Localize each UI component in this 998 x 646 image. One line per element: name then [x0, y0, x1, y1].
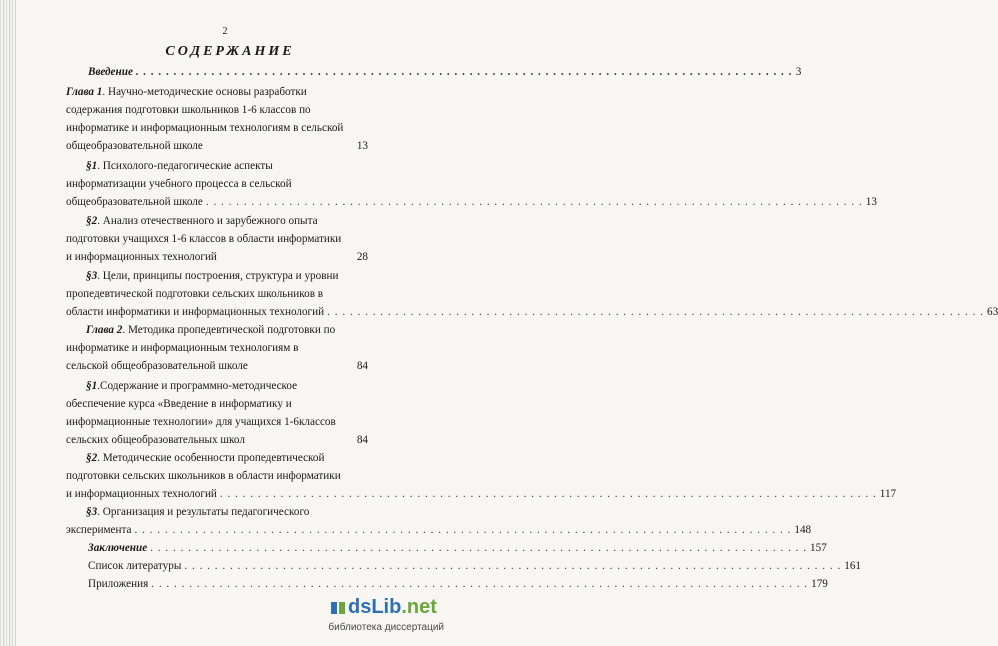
toc-line: информационные технологии» для учащихся 1-6классов [66, 416, 336, 428]
toc-line: и информационных технологий [66, 488, 217, 500]
toc-page-number: 63 [986, 306, 998, 318]
toc-page-number: 3 [795, 66, 802, 78]
toc-entry-appendices[interactable] [88, 576, 828, 592]
toc-line: информатизации учебного процесса в сельской [66, 178, 292, 190]
dot-leader: . . . . . . . . . . . . . . . . . . . . . . . . . . . . . . . . . . . . . . . . . . . . . . . . . . . . . . . . . . . . . . . . . . . . . . . . . . . . . . . . . . . . . . . [151, 578, 809, 590]
toc-page-number: 148 [794, 524, 812, 536]
toc-page-number: 157 [810, 542, 827, 554]
toc-lead: §1 [86, 160, 98, 172]
toc-line: сельских общеобразовательных школ [66, 434, 245, 446]
toc-lead: §2 [86, 215, 98, 227]
toc-lead: §3 [86, 506, 98, 518]
toc-line: информатике и информационным технологиям в [66, 342, 299, 354]
toc-page-number: 179 [811, 578, 828, 590]
toc-line: подготовки сельских школьников в области информатики [66, 470, 341, 482]
toc-line: Содержание и программно-методическое [99, 380, 298, 392]
watermark-logo [348, 596, 437, 619]
watermark-tld: .net [401, 596, 437, 618]
toc-line: содержания подготовки школьников 1-6 классов по [66, 104, 311, 116]
toc-page-number: 84 [356, 360, 368, 372]
toc-lead: §1 [86, 380, 98, 392]
dot-leader: . . . . . . . . . . . . . . . . . . . . . . . . . . . . . . . . . . . . . . . . . . . . . . . . . . . . . . . . . . . . . . . . . . . . . . . . . . . . . . . . . . . . . . . [327, 306, 984, 318]
scan-binding-edge [0, 0, 16, 646]
toc-line: Анализ отечественного и зарубежного опыта [102, 215, 318, 227]
toc-entry-conclusion[interactable] [88, 540, 827, 556]
toc-entry-label: Приложения [88, 578, 149, 590]
toc-entry-references[interactable] [88, 558, 862, 574]
toc-lead: Глава 1 [66, 86, 103, 98]
dslib-watermark[interactable] [290, 596, 446, 640]
book-icon [330, 600, 346, 616]
toc-entry-label: Введение [88, 66, 133, 78]
toc-page-number: 13 [356, 140, 368, 152]
toc-line: эксперимента [66, 524, 132, 536]
toc-line: Организация и результаты педагогического [102, 506, 310, 518]
toc-page-number: 84 [356, 434, 368, 446]
dot-leader: . . . . . . . . . . . . . . . . . . . . . . . . . . . . . . . . . . . . . . . . . . . . . . . . . . . . . . . . . . . . . . . . . . . . . . . . . . . . . . . . . . . . . . . [184, 560, 842, 572]
toc-page-number: 13 [865, 196, 877, 208]
toc-line: Психолого-педагогические аспекты [102, 160, 273, 172]
toc-line: Научно-методические основы разработки [108, 86, 307, 98]
dot-leader: . . . . . . . . . . . . . . . . . . . . . . . . . . . . . . . . . . . . . . . . . . . . . . . . . . . . . . . . . . . . . . . . . . . . . . . . . . . . . . . . . . . . . . . [150, 542, 808, 554]
toc-line: пропедевтической подготовки сельских школьников в [66, 288, 324, 300]
toc-line: общеобразовательной школе [66, 196, 203, 208]
toc-page-number: 161 [844, 560, 862, 572]
toc-title: СОДЕРЖАНИЕ [165, 44, 295, 59]
toc-entry-label: Список литературы [88, 560, 182, 572]
toc-line: подготовки учащихся 1-6 классов в области информатики [66, 233, 342, 245]
dot-leader: . . . . . . . . . . . . . . . . . . . . . . . . . . . . . . . . . . . . . . . . . . . . . . . . . . . . . . . . . . . . . . . . . . . . . . . . . . . . . . . . . . . . . . . [219, 488, 877, 500]
toc-line: Методика пропедевтической подготовки по [128, 324, 336, 336]
toc-line: сельской общеобразовательной школе [66, 360, 248, 372]
toc-lead: §3 [86, 270, 98, 282]
toc-lead: Глава 2 [86, 324, 123, 336]
watermark-brand: dsLib [348, 596, 402, 618]
dot-leader: . . . . . . . . . . . . . . . . . . . . . . . . . . . . . . . . . . . . . . . . . . . . . . . . . . . . . . . . . . . . . . . . . . . . . . . . . . . . . . . . . . . . . . . [205, 196, 863, 208]
toc-lead: §2 [86, 452, 98, 464]
watermark-subtitle: библиотека диссертаций [328, 622, 444, 633]
dot-leader: . . . . . . . . . . . . . . . . . . . . . . . . . . . . . . . . . . . . . . . . . . . . . . . . . . . . . . . . . . . . . . . . . . . . . . . . . . . . . . . . . . . . . . . [134, 524, 792, 536]
toc-line: области информатики и информационных технологий [66, 306, 325, 318]
toc-line: Методические особенности пропедевтической [102, 452, 325, 464]
dot-leader: . . . . . . . . . . . . . . . . . . . . . . . . . . . . . . . . . . . . . . . . . . . . . . . . . . . . . . . . . . . . . . . . . . . . . . . . . . . . . . . . . . . . . . . [135, 66, 793, 78]
toc-line: общеобразовательной школе [66, 140, 203, 152]
toc-entry-intro[interactable] [88, 64, 802, 80]
toc-page-number: 28 [356, 251, 368, 263]
toc-line: обеспечение курса «Введение в информатику и [66, 398, 292, 410]
toc-line: информатике и информационным технологиям в сельской [66, 122, 344, 134]
toc-page-number: 117 [879, 488, 897, 500]
toc-line: Цели, принципы построения, структура и уровни [102, 270, 339, 282]
page-number: 2 [222, 26, 228, 37]
toc-entry-label: Заключение [88, 542, 148, 554]
toc-line: и информационных технологий [66, 251, 217, 263]
